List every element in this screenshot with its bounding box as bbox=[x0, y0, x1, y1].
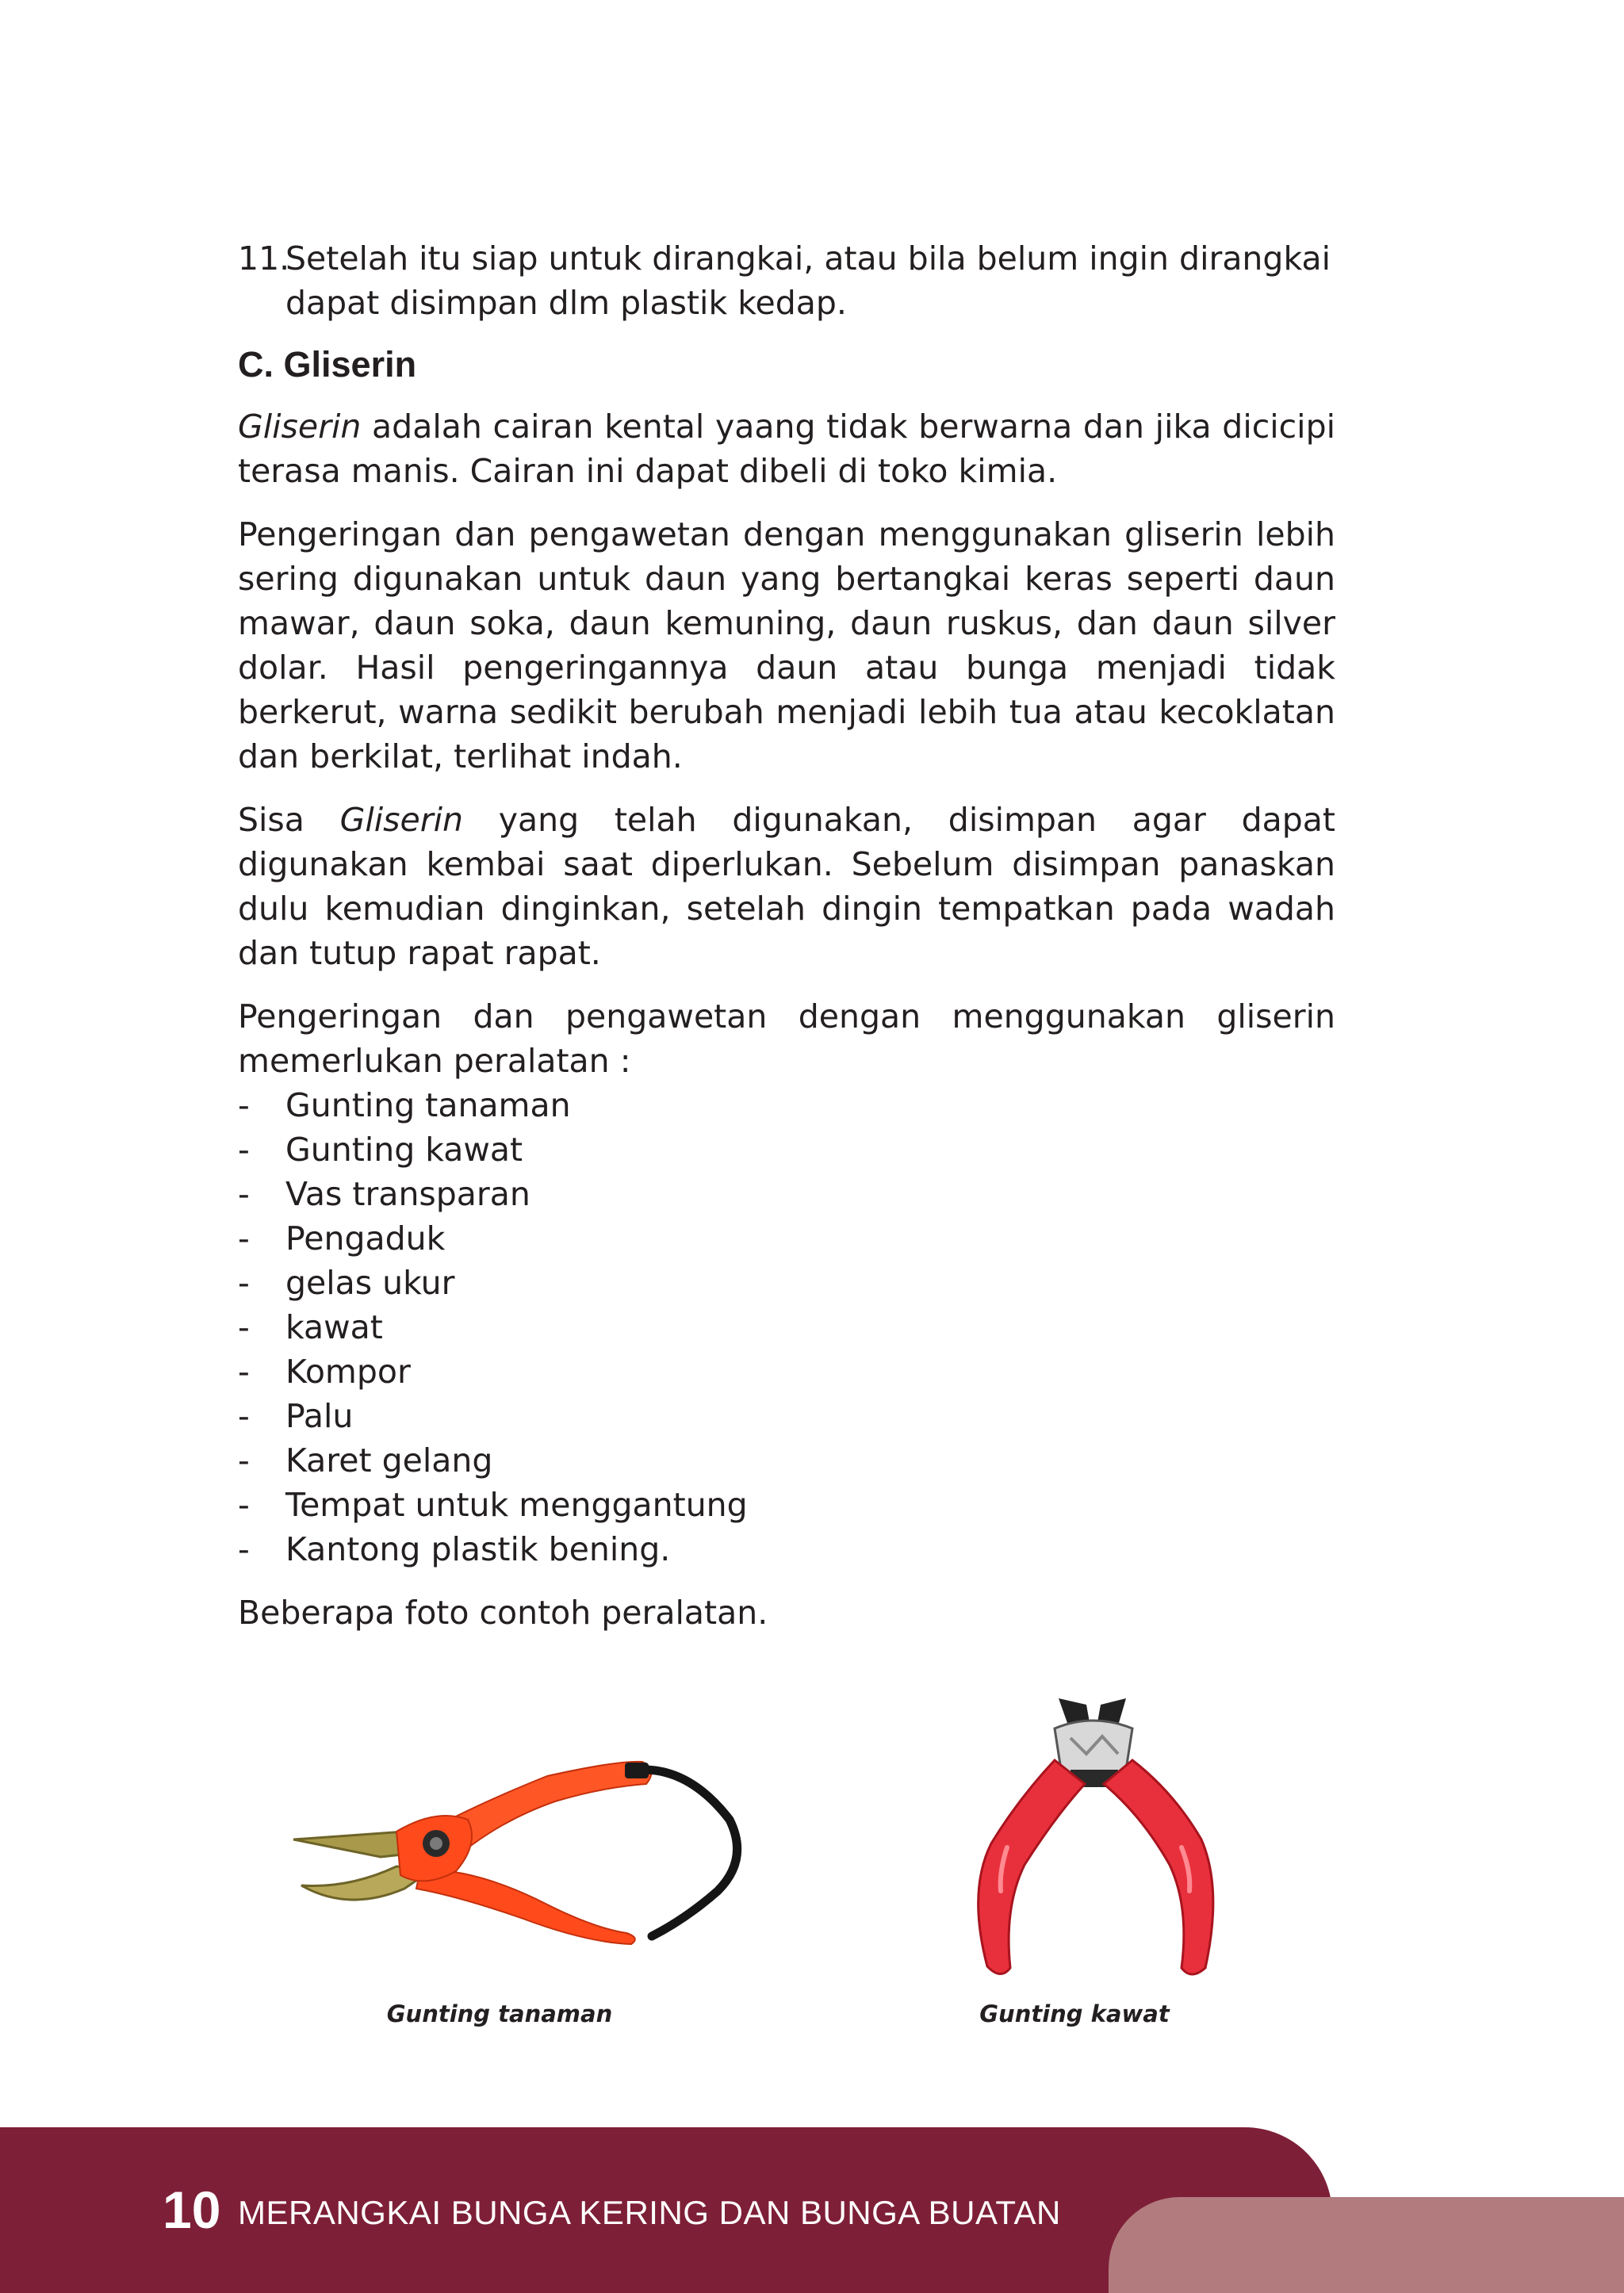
list-item-text: Vas transparan bbox=[285, 1175, 530, 1213]
list-item-text: Karet gelang bbox=[285, 1441, 493, 1480]
list-item bbox=[238, 1349, 1335, 1394]
list-item-text: Gunting tanaman bbox=[285, 1086, 571, 1124]
intro-paragraph bbox=[238, 404, 1335, 493]
list-item bbox=[238, 1083, 1335, 1127]
list-item bbox=[238, 1127, 1335, 1172]
tools-intro: Pengeringan dan pengawetan dengan menggunakan gliserin memerlukan peralatan : bbox=[238, 997, 1335, 1080]
usage-paragraph: Pengeringan dan pengawetan dengan menggunakan gliserin lebih sering digunakan untuk daun yang bertangkai keras seperti daun mawar, daun soka, daun kemuning, daun ruskus, dan daun silver dolar. Hasil pengeringannya daun atau bunga menjadi tidak berkerut, warna sedikit berubah menjadi lebih tua atau kecoklatan dan berkilat, terlihat indah. bbox=[238, 515, 1335, 775]
page-number: 10 bbox=[163, 2180, 221, 2239]
list-item bbox=[238, 1216, 1335, 1261]
list-item bbox=[238, 1438, 1335, 1483]
list-item bbox=[238, 1305, 1335, 1349]
list-item bbox=[238, 1483, 1335, 1527]
wire-cutter-photo-icon bbox=[928, 1681, 1261, 1998]
list-dash: - bbox=[238, 1219, 250, 1258]
list-item bbox=[238, 1394, 1335, 1438]
list-item-text: Kantong plastik bening. bbox=[285, 1530, 671, 1568]
list-dash: - bbox=[238, 1308, 250, 1346]
list-item-text: Kompor bbox=[285, 1353, 411, 1391]
storage-paragraph bbox=[238, 798, 1335, 975]
list-item-text: Gunting kawat bbox=[285, 1131, 523, 1169]
list-item-text: Pengaduk bbox=[285, 1219, 446, 1258]
list-dash: - bbox=[238, 1486, 250, 1524]
list-item-text: kawat bbox=[285, 1308, 383, 1346]
page-footer bbox=[0, 2127, 1624, 2293]
list-dash: - bbox=[238, 1175, 250, 1213]
step-number: 11. bbox=[238, 239, 290, 278]
list-dash: - bbox=[238, 1264, 250, 1302]
caption-wire-cutter: Gunting kawat bbox=[979, 2000, 1170, 2027]
step-text: Setelah itu siap untuk dirangkai, atau bila belum ingin dirangkai dapat disimpan dlm plastik kedap. bbox=[285, 239, 1331, 322]
list-dash: - bbox=[238, 1397, 250, 1435]
list-dash: - bbox=[238, 1441, 250, 1480]
book-title: MERANGKAI BUNGA KERING DAN BUNGA BUATAN bbox=[238, 2194, 1061, 2231]
list-item-text: Tempat untuk menggantung bbox=[285, 1486, 748, 1524]
list-item-text: gelas ukur bbox=[285, 1264, 455, 1302]
list-dash: - bbox=[238, 1530, 250, 1568]
list-dash: - bbox=[238, 1086, 250, 1124]
intro-term: Gliserin bbox=[238, 408, 362, 446]
list-item-text: Palu bbox=[285, 1397, 354, 1435]
storage-after: yang telah digunakan, disimpan agar dapat digunakan kembai saat diperlukan. Sebelum disimpan panaskan dulu kemudian dinginkan, setelah dingin tempatkan pada wadah dan tutup rapat rapat. bbox=[238, 801, 1335, 972]
storage-term: Gliserin bbox=[339, 801, 463, 839]
section-heading: C. Gliserin bbox=[238, 344, 417, 385]
storage-before: Sisa bbox=[238, 801, 340, 839]
page-content bbox=[238, 236, 1335, 1654]
step-11 bbox=[238, 236, 1335, 325]
pruning-shears-photo-icon bbox=[285, 1681, 745, 1998]
footer-accent bbox=[1109, 2197, 1624, 2293]
list-item bbox=[238, 1261, 1335, 1305]
photos-intro: Beberapa foto contoh peralatan. bbox=[238, 1594, 768, 1632]
caption-pruning-shears: Gunting tanaman bbox=[386, 2000, 613, 2027]
list-item bbox=[238, 1172, 1335, 1216]
list-dash: - bbox=[238, 1353, 250, 1391]
intro-rest: adalah cairan kental yaang tidak berwarna dan jika dicicipi terasa manis. Cairan ini dapat dibeli di toko kimia. bbox=[238, 408, 1335, 490]
list-dash: - bbox=[238, 1131, 250, 1169]
wire-cutter-figure bbox=[928, 1681, 1261, 2046]
tools-list bbox=[238, 1083, 1335, 1571]
list-item bbox=[238, 1527, 1335, 1571]
pruning-shears-figure bbox=[285, 1681, 745, 2046]
